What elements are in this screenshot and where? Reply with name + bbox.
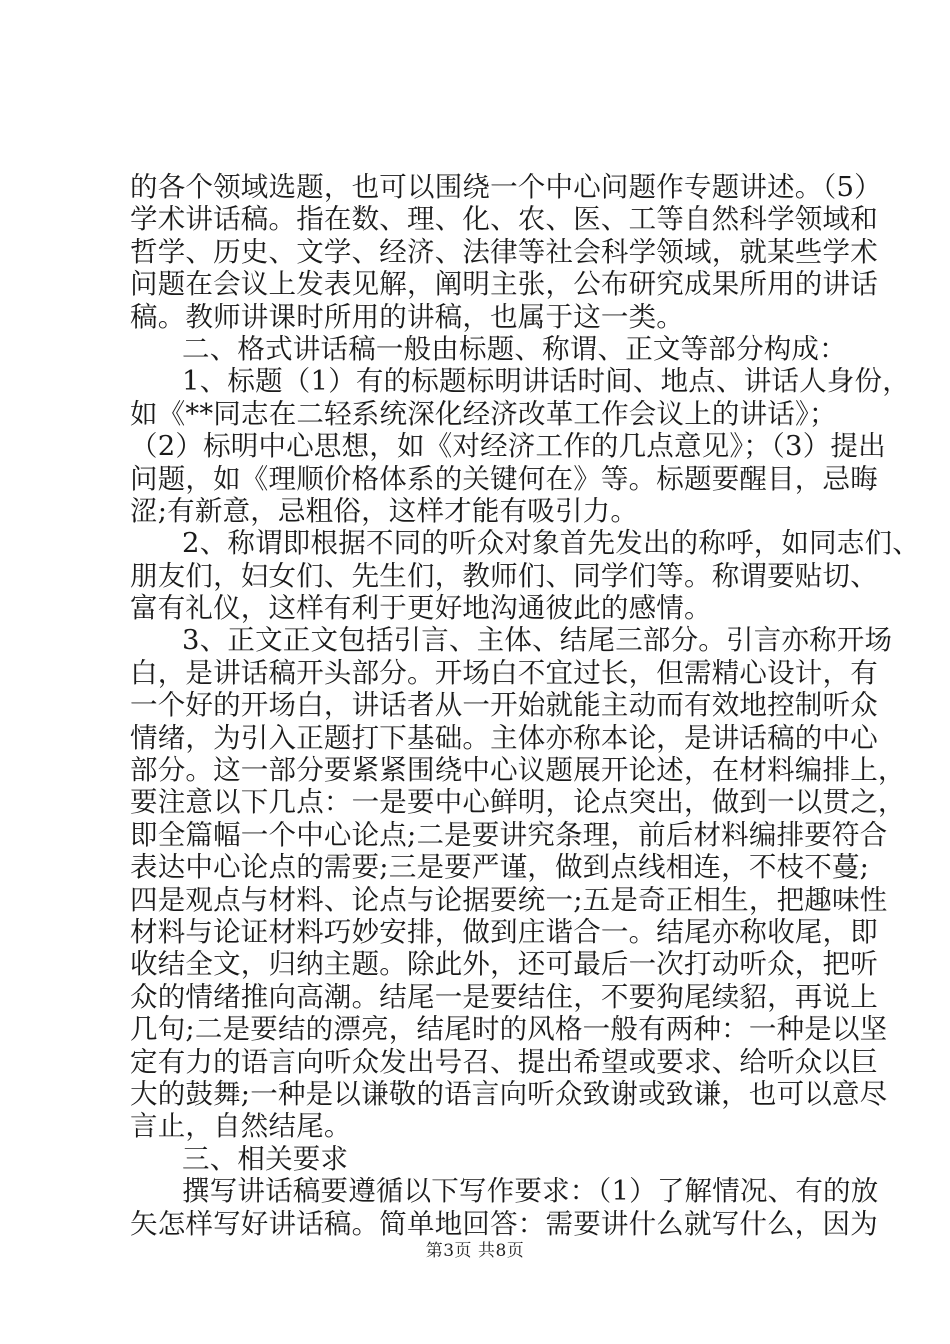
text-line: 稿。教师讲课时所用的讲稿，也属于这一类。 bbox=[130, 300, 684, 333]
text-line: 大的鼓舞;一种是以谦敬的语言向听众致谢或致谦，也可以意尽 bbox=[130, 1077, 888, 1110]
text-line: 三、相关要求 bbox=[182, 1142, 349, 1175]
text-line: 部分。这一部分要紧紧围绕中心议题展开论述，在材料编排上， bbox=[130, 754, 906, 787]
text-line: 材料与论证材料巧妙安排，做到庄谐合一。结尾亦称收尾，即 bbox=[130, 915, 878, 948]
text-line: 的各个领域选题，也可以围绕一个中心问题作专题讲述。（5） bbox=[130, 171, 882, 203]
text-line: 问题，如《理顺价格体系的关键何在》等。标题要醒目，忌晦 bbox=[130, 462, 878, 495]
text-line: 问题在会议上发表见解，阐明主张，公布研究成果所用的讲话 bbox=[130, 268, 878, 301]
text-line: 矢怎样写好讲话稿。简单地回答：需要讲什么就写什么，因为 bbox=[130, 1207, 878, 1240]
text-line: 即全篇幅一个中心论点;二是要讲究条理，前后材料编排要符合 bbox=[130, 818, 888, 851]
body-text bbox=[130, 171, 920, 1240]
text-line: 哲学、历史、文学、经济、法律等社会科学领域，就某些学术 bbox=[130, 235, 878, 268]
text-line: 富有礼仪，这样有利于更好地沟通彼此的感情。 bbox=[130, 592, 712, 625]
text-line: 一个好的开场白，讲话者从一开始就能主动而有效地控制听众 bbox=[130, 689, 878, 722]
text-line: 2、称谓即根据不同的听众对象首先发出的称呼，如同志们、 bbox=[182, 527, 920, 560]
text-line: 定有力的语言向听众发出号召、提出希望或要求、给听众以巨 bbox=[130, 1045, 878, 1078]
text-line: 如《**同志在二轻系统深化经济改革工作会议上的讲话》； bbox=[130, 397, 837, 430]
text-line: 朋友们，妇女们、先生们，教师们、同学们等。称谓要贴切、 bbox=[130, 559, 878, 592]
text-line: 收结全文，归纳主题。除此外，还可最后一次打动听众，把听 bbox=[130, 948, 878, 981]
text-line: 几句;二是要结的漂亮，结尾时的风格一般有两种：一种是以坚 bbox=[130, 1013, 888, 1046]
text-line: 涩;有新意，忌粗俗，这样才能有吸引力。 bbox=[130, 494, 639, 527]
text-line: 言止，自然结尾。 bbox=[130, 1110, 352, 1143]
text-line: 二、格式讲话稿一般由标题、称谓、正文等部分构成： bbox=[182, 332, 847, 365]
text-line: 四是观点与材料、论点与论据要统一;五是奇正相生，把趣味性 bbox=[130, 883, 888, 916]
text-line: 白，是讲话稿开头部分。开场白不宜过长，但需精心设计，有 bbox=[130, 656, 878, 689]
text-line: （2）标明中心思想，如《对经济工作的几点意见》；（3）提出 bbox=[130, 430, 886, 463]
text-line: 表达中心论点的需要;三是要严谨，做到点线相连，不枝不蔓; bbox=[130, 851, 870, 884]
text-line: 撰写讲话稿要遵循以下写作要求：（1）了解情况、有的放 bbox=[182, 1175, 879, 1208]
text-line: 要注意以下几点：一是要中心鲜明，论点突出，做到一以贯之， bbox=[130, 786, 906, 819]
text-line: 3、正文正文包括引言、主体、结尾三部分。引言亦称开场 bbox=[182, 624, 893, 657]
page-number-footer: 第3页 共8页 bbox=[425, 1241, 525, 1261]
text-line: 众的情绪推向高潮。结尾一是要结住，不要狗尾续貂，再说上 bbox=[130, 980, 878, 1013]
text-line: 1、标题（1）有的标题标明讲话时间、地点、讲话人身份， bbox=[182, 365, 910, 398]
text-line: 情绪，为引入正题打下基础。主体亦称本论，是讲话稿的中心 bbox=[130, 721, 878, 754]
text-line: 学术讲话稿。指在数、理、化、农、医、工等自然科学领域和 bbox=[130, 203, 878, 236]
